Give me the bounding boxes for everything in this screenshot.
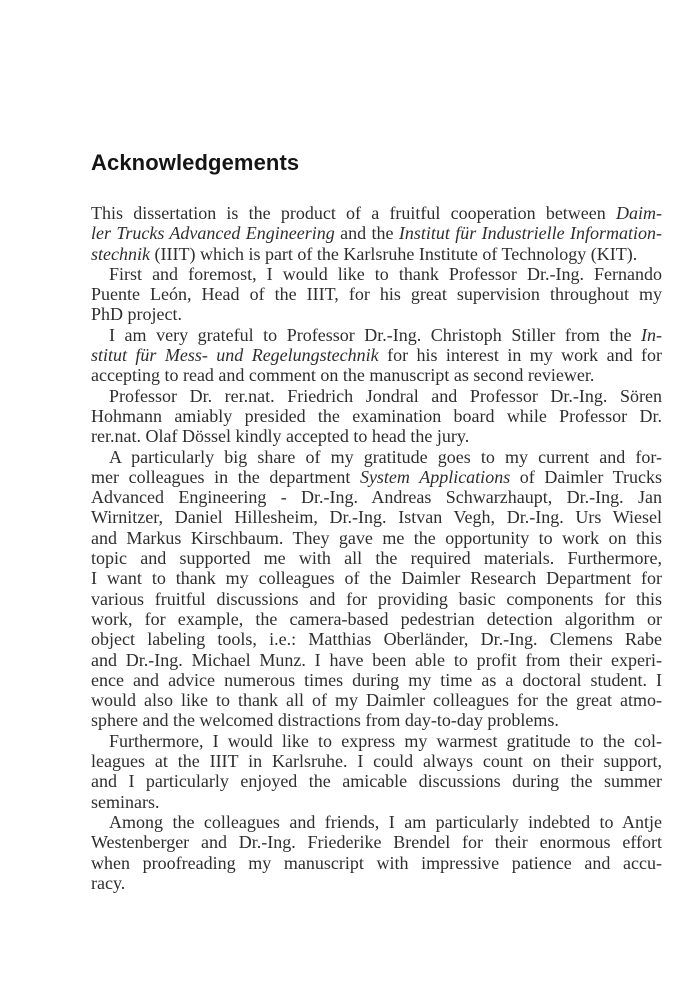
text-line bbox=[91, 386, 662, 406]
page-title: Acknowledgements bbox=[91, 150, 300, 175]
text-line bbox=[91, 629, 662, 649]
text-segment: I am very grateful to Professor Dr.-Ing. Christoph Stiller from the bbox=[109, 324, 641, 345]
paragraph bbox=[91, 325, 662, 386]
text-segment: Hohmann amiably presided the examination board while Professor Dr. bbox=[91, 405, 662, 426]
text-segment: seminars. bbox=[91, 791, 160, 812]
text-line bbox=[91, 507, 662, 527]
acknowledgements-section bbox=[91, 150, 662, 893]
italic-text: Institut für Industrielle Information- bbox=[398, 223, 662, 244]
text-line bbox=[91, 589, 662, 609]
text-segment: Furthermore, I would like to express my warmest gratitude to the col- bbox=[109, 730, 662, 751]
text-segment: Advanced Engineering - Dr.-Ing. Andreas Schwarzhaupt, Dr.-Ing. Jan bbox=[91, 487, 662, 508]
text-line bbox=[91, 447, 662, 467]
text-line bbox=[91, 365, 662, 385]
text-segment: and I particularly enjoyed the amicable discussions during the summer bbox=[91, 771, 662, 792]
text-segment: of Daimler Trucks bbox=[510, 466, 663, 487]
text-segment: (IIIT) which is part of the Karlsruhe Institute of Technology (KIT). bbox=[149, 243, 638, 264]
text-segment: Puente León, Head of the IIIT, for his great supervision throughout my bbox=[91, 284, 662, 305]
text-line bbox=[91, 325, 662, 345]
text-line bbox=[91, 832, 662, 852]
text-segment: leagues at the IIIT in Karlsruhe. I could always count on their support, bbox=[91, 751, 662, 772]
italic-text: stechnik bbox=[91, 243, 150, 264]
text-line bbox=[91, 873, 662, 893]
italic-text: In- bbox=[641, 324, 662, 345]
italic-text: Daim- bbox=[616, 203, 662, 223]
text-line bbox=[91, 487, 662, 507]
text-line bbox=[91, 812, 662, 832]
text-line bbox=[91, 548, 662, 568]
text-line bbox=[91, 751, 662, 771]
text-segment: This dissertation is the product of a fruitful cooperation between bbox=[91, 203, 616, 223]
text-segment: Professor Dr. rer.nat. Friedrich Jondral and Professor Dr.-Ing. Sören bbox=[109, 385, 662, 406]
text-line bbox=[91, 406, 662, 426]
text-segment: and Markus Kirschbaum. They gave me the opportunity to work on this bbox=[91, 527, 662, 548]
text-segment: ence and advice numerous times during my time as a doctoral student. I bbox=[91, 669, 662, 690]
text-segment: First and foremost, I would like to thank Professor Dr.-Ing. Fernando bbox=[109, 263, 662, 284]
body-text bbox=[91, 203, 662, 893]
text-line bbox=[91, 244, 662, 264]
italic-text: stitut für Mess- und Regelungstechnik bbox=[91, 345, 379, 366]
text-segment: accepting to read and comment on the manuscript as second reviewer. bbox=[91, 365, 595, 386]
text-line bbox=[91, 203, 662, 223]
text-line bbox=[91, 568, 662, 588]
paragraph bbox=[91, 386, 662, 447]
text-segment: and the bbox=[334, 223, 399, 244]
text-segment: Westenberger and Dr.-Ing. Friederike Brendel for their enormous effort bbox=[91, 832, 662, 853]
text-segment: would also like to thank all of my Daimler colleagues for the great atmo- bbox=[91, 690, 662, 711]
text-line bbox=[91, 304, 662, 324]
text-line bbox=[91, 467, 662, 487]
text-segment: when proofreading my manuscript with impressive patience and accu- bbox=[91, 852, 662, 873]
paragraph bbox=[91, 203, 662, 264]
text-line bbox=[91, 731, 662, 751]
text-line bbox=[91, 609, 662, 629]
text-line bbox=[91, 426, 662, 446]
text-segment: topic and supported me with all the required materials. Furthermore, bbox=[91, 548, 662, 569]
text-segment: A particularly big share of my gratitude goes to my current and for- bbox=[109, 446, 662, 467]
text-line bbox=[91, 528, 662, 548]
text-line bbox=[91, 345, 662, 365]
text-segment: various fruitful discussions and for providing basic components for this bbox=[91, 588, 662, 609]
text-segment: Among the colleagues and friends, I am particularly indebted to Antje bbox=[109, 811, 662, 832]
text-segment: object labeling tools, i.e.: Matthias Oberländer, Dr.-Ing. Clemens Rabe bbox=[91, 629, 662, 650]
text-line bbox=[91, 690, 662, 710]
text-line bbox=[91, 792, 662, 812]
text-segment: PhD project. bbox=[91, 304, 182, 325]
text-line bbox=[91, 771, 662, 791]
italic-text: ler Trucks Advanced Engineering bbox=[91, 223, 335, 244]
text-segment: work, for example, the camera-based pedestrian detection algorithm or bbox=[91, 608, 662, 629]
text-line bbox=[91, 670, 662, 690]
italic-text: System Applications bbox=[359, 466, 511, 487]
text-line bbox=[91, 284, 662, 304]
text-segment: for his interest in my work and for bbox=[378, 345, 662, 366]
text-segment: mer colleagues in the department bbox=[91, 466, 360, 487]
text-segment: Wirnitzer, Daniel Hillesheim, Dr.-Ing. Istvan Vegh, Dr.-Ing. Urs Wiesel bbox=[91, 507, 662, 528]
text-segment: I want to thank my colleagues of the Daimler Research Department for bbox=[91, 568, 662, 589]
paragraph bbox=[91, 731, 662, 812]
text-line bbox=[91, 650, 662, 670]
paragraph bbox=[91, 264, 662, 325]
paragraph bbox=[91, 812, 662, 893]
text-line bbox=[91, 223, 662, 243]
text-segment: rer.nat. Olaf Dössel kindly accepted to head the jury. bbox=[91, 426, 470, 447]
text-line bbox=[91, 710, 662, 730]
paragraph bbox=[91, 447, 662, 731]
text-line bbox=[91, 853, 662, 873]
text-line bbox=[91, 264, 662, 284]
text-segment: sphere and the welcomed distractions from day-to-day problems. bbox=[91, 710, 559, 731]
text-segment: racy. bbox=[91, 872, 126, 893]
text-segment: and Dr.-Ing. Michael Munz. I have been able to profit from their experi- bbox=[91, 649, 662, 670]
